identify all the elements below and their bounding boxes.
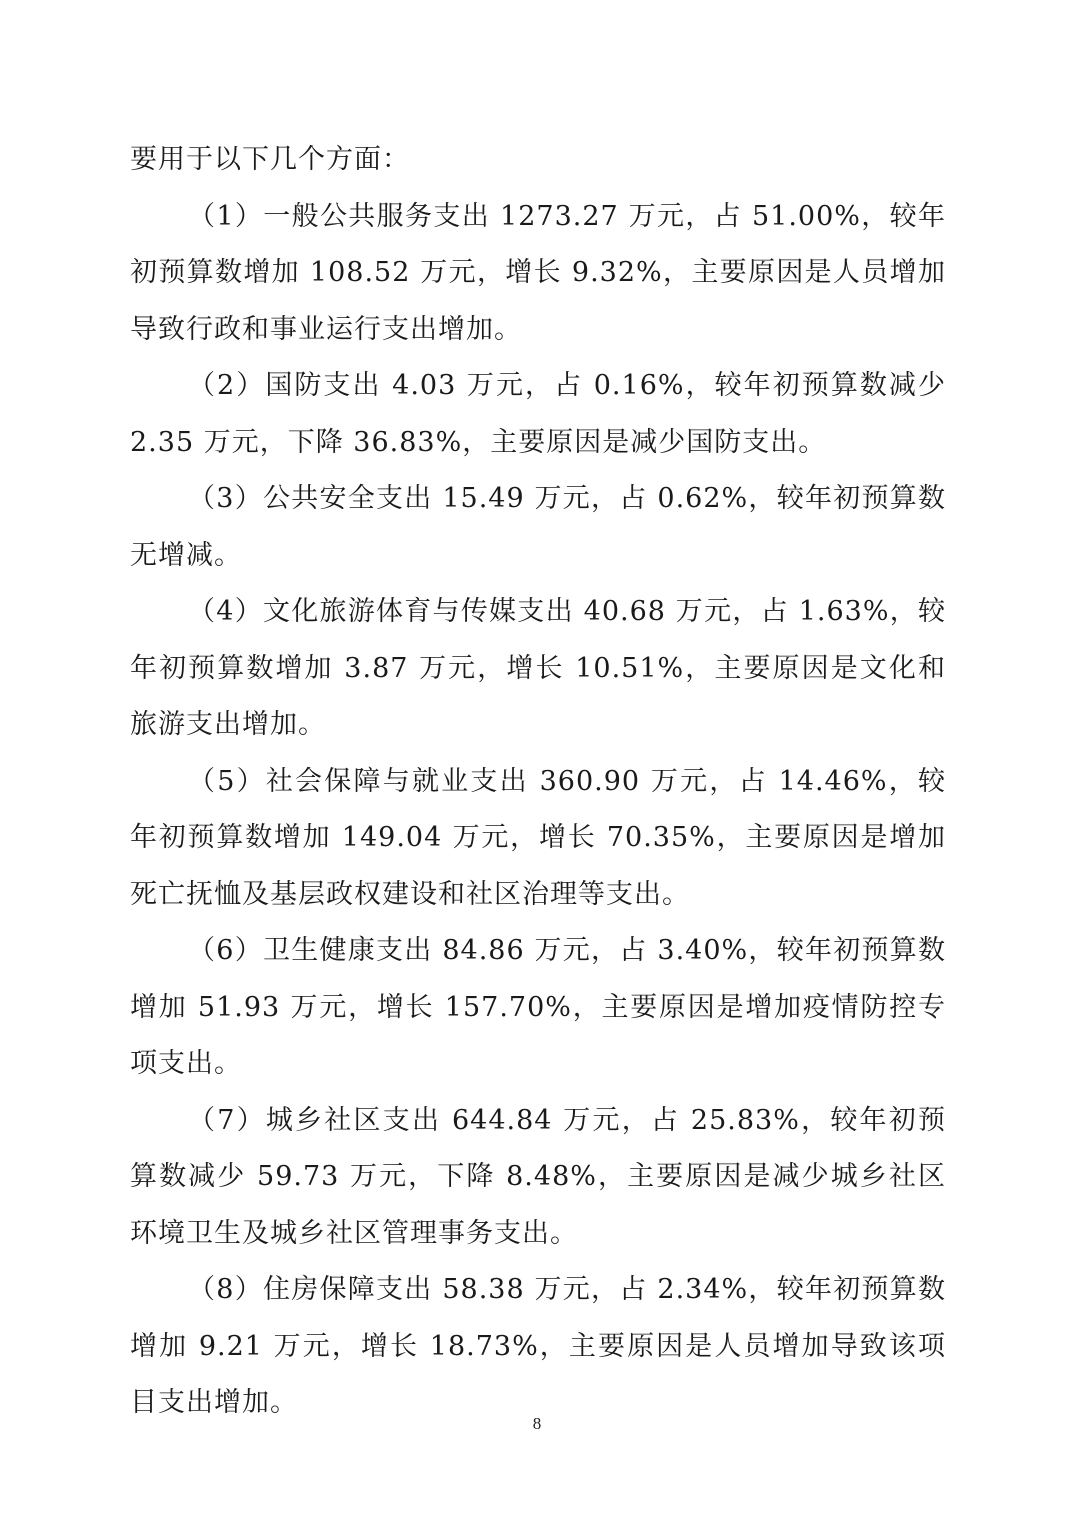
item-social-security-employment: （5）社会保障与就业支出 360.90 万元，占 14.46%，较年初预算数增加 149.04 万元，增长 70.35%，主要原因是增加死亡抚恤及基层政权建设和社区治理等支出。 <box>130 765 946 910</box>
item-housing-security: （8）住房保障支出 58.38 万元，占 2.34%，较年初预算数增加 9.21 万元，增长 18.73%，主要原因是人员增加导致该项目支出增加。 <box>130 1274 946 1418</box>
item-public-security: （3）公共安全支出 15.49 万元，占 0.62%，较年初预算数无增减。 <box>130 483 946 571</box>
body-text <box>130 132 946 1432</box>
item-urban-rural-community: （7）城乡社区支出 644.84 万元，占 25.83%，较年初预算数减少 59.73 万元，下降 8.48%，主要原因是减少城乡社区环境卫生及城乡社区管理事务支出。 <box>130 1104 946 1249</box>
page-number: 8 <box>532 1414 542 1433</box>
item-general-public-services: （1）一般公共服务支出 1273.27 万元，占 51.00%，较年初预算数增加 108.52 万元，增长 9.32%，主要原因是人员增加导致行政和事业运行支出增加。 <box>130 200 946 345</box>
intro-paragraph: 要用于以下几个方面： <box>130 144 410 175</box>
item-national-defense: （2）国防支出 4.03 万元，占 0.16%，较年初预算数减少 2.35 万元，下降 36.83%，主要原因是减少国防支出。 <box>130 370 946 458</box>
item-health: （6）卫生健康支出 84.86 万元，占 3.40%，较年初预算数增加 51.93 万元，增长 157.70%，主要原因是增加疫情防控专项支出。 <box>130 935 946 1079</box>
item-culture-tourism-sports-media: （4）文化旅游体育与传媒支出 40.68 万元，占 1.63%，较年初预算数增加 3.87 万元，增长 10.51%，主要原因是文化和旅游支出增加。 <box>130 596 946 740</box>
